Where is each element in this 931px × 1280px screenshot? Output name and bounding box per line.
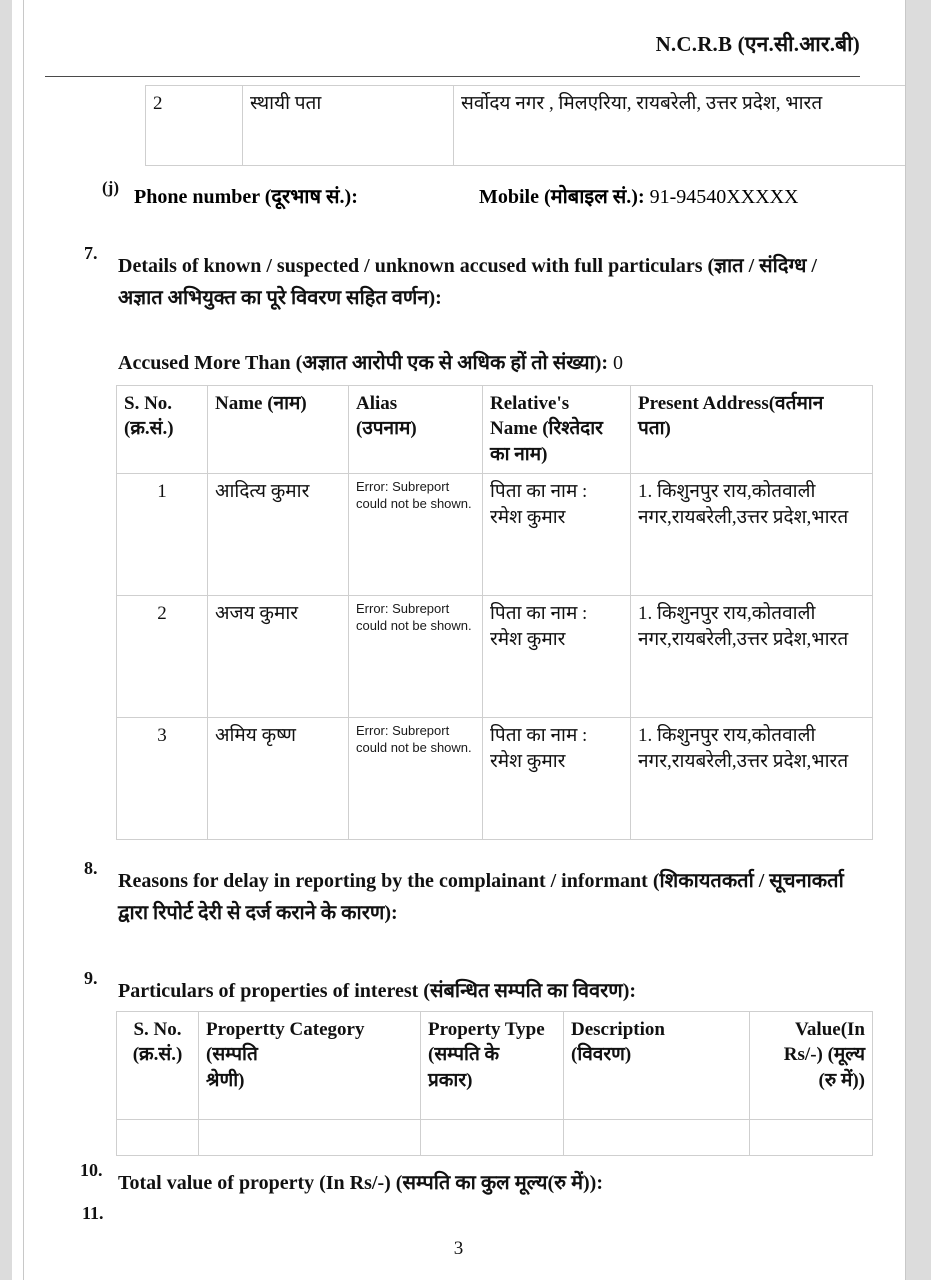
property-header-value <box>750 1012 873 1120</box>
accused-cell-sno: 2 <box>117 596 208 718</box>
property-cell-value <box>750 1120 873 1156</box>
property-header-type <box>421 1012 564 1120</box>
property-details-table <box>116 1011 873 1156</box>
accused-header-relative-line3: का नाम) <box>490 443 548 465</box>
accused-header-alias-line2: (उपनाम) <box>356 418 417 440</box>
accused-cell-name: आदित्य कुमार <box>208 474 349 596</box>
phone-number-row <box>12 178 905 212</box>
accused-cell-alias-error: Error: Subreport could not be shown. <box>349 718 483 840</box>
phone-number-label: Phone number (दूरभाष सं.): <box>134 186 358 208</box>
accused-more-than-label: Accused More Than (अज्ञात आरोपी एक से अधिक हों तो संख्या): <box>118 352 609 374</box>
property-header-description-line2: (विवरण) <box>571 1044 632 1066</box>
section-9-text: Particulars of properties of interest (संबन्धित सम्पति का विवरण): <box>118 980 637 1002</box>
table-row <box>117 596 873 718</box>
mobile-number-value: 91-94540XXXXX <box>649 186 799 208</box>
property-cell-category <box>199 1120 421 1156</box>
property-header-sno-line1: S. No. <box>133 1019 182 1040</box>
accused-header-sno <box>117 386 208 474</box>
phone-item-marker: (j) <box>102 178 119 197</box>
accused-details-table <box>116 385 873 840</box>
property-header-sno-line2: (क्र.सं.) <box>132 1044 183 1066</box>
accused-cell-name: अजय कुमार <box>208 596 349 718</box>
table-row <box>117 474 873 596</box>
page-number: 3 <box>453 1238 464 1259</box>
property-header-category <box>199 1012 421 1120</box>
property-table-header-row <box>117 1012 873 1120</box>
property-table-wrapper <box>116 1011 873 1156</box>
accused-header-present-address <box>631 386 873 474</box>
accused-header-alias-line1: Alias <box>356 393 398 414</box>
property-header-description <box>564 1012 750 1120</box>
property-header-value-line3: (रु में)) <box>818 1069 865 1091</box>
property-cell-sno <box>117 1120 199 1156</box>
document-page <box>12 0 905 1280</box>
section-10-text: Total value of property (In Rs/-) (सम्पति का कुल मूल्य(रु में)): <box>118 1172 604 1194</box>
permanent-address-table <box>145 85 906 166</box>
property-header-type-line1: Property Type <box>428 1019 545 1040</box>
property-header-category-line1: Propertty Category <box>206 1019 365 1040</box>
accused-cell-sno: 3 <box>117 718 208 840</box>
table-row <box>146 86 906 166</box>
accused-header-relative-line2: Name (रिश्तेदार <box>490 418 603 440</box>
section-11-number: 11. <box>82 1203 104 1223</box>
property-header-value-line2: Rs/-) (मूल्य <box>783 1044 865 1066</box>
mobile-number-label: Mobile (मोबाइल सं.): <box>479 186 645 208</box>
section-7-number: 7. <box>84 243 98 263</box>
accused-header-address-line2: पता) <box>638 418 671 440</box>
accused-more-than-value: 0 <box>613 352 624 374</box>
accused-header-address-line1: Present Address(वर्तमान <box>638 393 824 414</box>
accused-cell-sno: 1 <box>117 474 208 596</box>
accused-header-sno-line1: S. No. <box>124 393 173 414</box>
accused-header-relative-name <box>483 386 631 474</box>
accused-cell-relative-name: पिता का नाम : रमेश कुमार <box>483 718 631 840</box>
accused-cell-present-address: 1. किशुनपुर राय,कोतवाली नगर,रायबरेली,उत्तर प्रदेश,भारत <box>631 718 873 840</box>
section-9-number: 9. <box>84 968 98 988</box>
accused-cell-relative-name: पिता का नाम : रमेश कुमार <box>483 474 631 596</box>
accused-cell-alias-error: Error: Subreport could not be shown. <box>349 596 483 718</box>
property-cell-description <box>564 1120 750 1156</box>
document-header-title: N.C.R.B (एन.सी.आर.बी) <box>655 32 860 56</box>
property-header-value-line1: Value(In <box>794 1019 865 1040</box>
property-header-type-line3: प्रकार) <box>428 1069 473 1091</box>
property-header-category-line2: (सम्पति <box>206 1044 258 1066</box>
accused-header-name <box>208 386 349 474</box>
accused-more-than-row <box>118 348 623 375</box>
accused-cell-present-address: 1. किशुनपुर राय,कोतवाली नगर,रायबरेली,उत्तर प्रदेश,भारत <box>631 474 873 596</box>
table-row <box>117 718 873 840</box>
accused-table-header-row <box>117 386 873 474</box>
accused-cell-present-address: 1. किशुनपुर राय,कोतवाली नगर,रायबरेली,उत्तर प्रदेश,भारत <box>631 596 873 718</box>
mobile-number-group <box>479 182 799 209</box>
accused-header-alias <box>349 386 483 474</box>
accused-header-relative-line1: Relative's <box>490 393 570 414</box>
property-header-type-line2: (सम्पति के <box>428 1044 500 1066</box>
accused-cell-name: अमिय कृष्ण <box>208 718 349 840</box>
page-right-gutter <box>905 0 931 1280</box>
header-divider <box>45 76 860 77</box>
accused-header-sno-line2: (क्र.सं.) <box>124 418 174 440</box>
property-cell-type <box>421 1120 564 1156</box>
accused-table-wrapper <box>116 385 873 840</box>
accused-header-name-line1: Name (नाम) <box>215 393 307 414</box>
section-7-text: Details of known / suspected / unknown accused with full particulars (ज्ञात / संदिग्ध / अज्ञात अभियुक्त का पूरे विवरण सहित वर्णन): <box>118 255 817 310</box>
section-8-number: 8. <box>84 858 98 878</box>
page-right-edge-line <box>905 0 906 1280</box>
property-header-sno <box>117 1012 199 1120</box>
property-header-category-line3: श्रेणी) <box>206 1069 245 1091</box>
section-10-number: 10. <box>80 1160 103 1180</box>
address-row-sno: 2 <box>146 86 243 166</box>
address-row-label: स्थायी पता <box>243 86 454 166</box>
section-8-text: Reasons for delay in reporting by the complainant / informant (शिकायतकर्ता / सूचनाकर्ता द्वारा रिपोर्ट देरी से दर्ज कराने के कारण): <box>118 870 844 925</box>
table-row <box>117 1120 873 1156</box>
property-header-description-line1: Description <box>571 1019 665 1040</box>
permanent-address-table-wrapper <box>145 85 906 166</box>
address-row-value: सर्वोदय नगर , मिलएरिया, रायबरेली, उत्तर प्रदेश, भारत <box>454 86 906 166</box>
accused-cell-alias-error: Error: Subreport could not be shown. <box>349 474 483 596</box>
accused-cell-relative-name: पिता का नाम : रमेश कुमार <box>483 596 631 718</box>
